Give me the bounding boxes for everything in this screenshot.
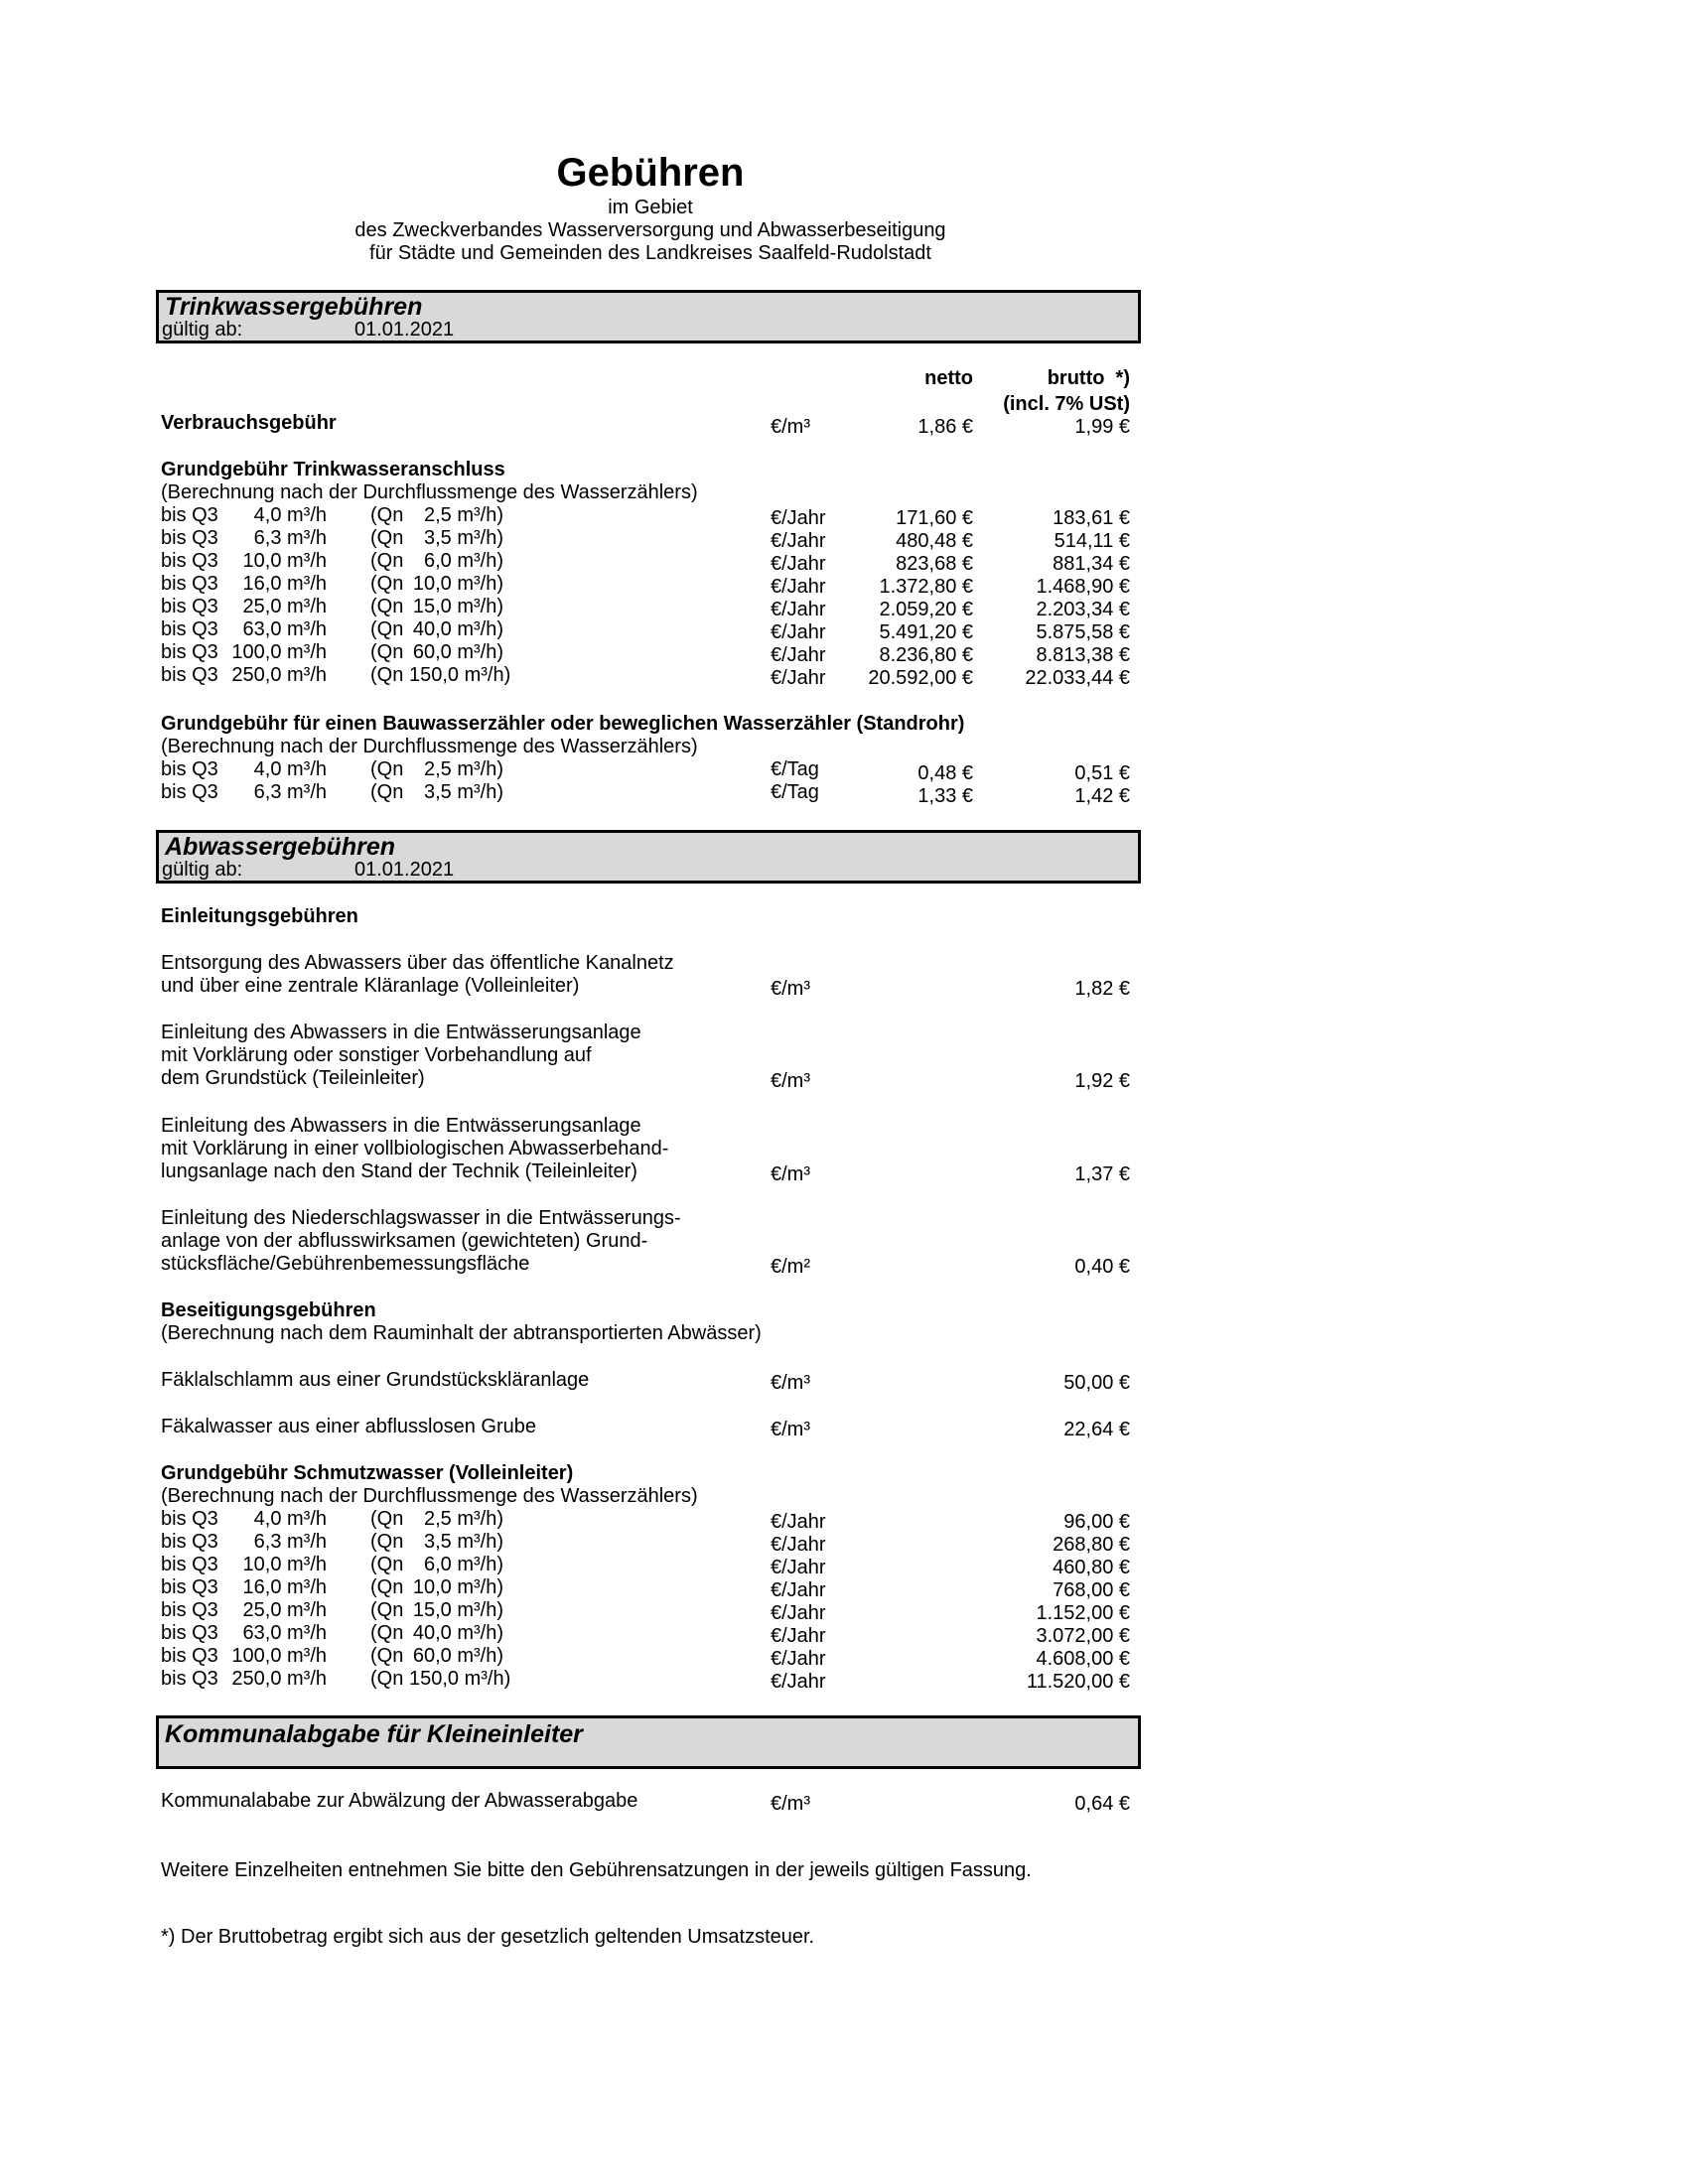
q3-value: 4,0 m³/h bbox=[253, 1508, 327, 1530]
q3-label: bis Q3 bbox=[161, 504, 218, 526]
verbrauch-netto: 1,86 € bbox=[917, 416, 973, 438]
verbrauch-brutto: 1,99 € bbox=[1074, 416, 1130, 438]
q3-value: 100,0 m³/h bbox=[231, 1645, 327, 1667]
item-text-line: mit Vorklärung oder sonstiger Vorbehandlung auf bbox=[161, 1044, 592, 1066]
qn-value: 3,5 m³/h) bbox=[423, 781, 503, 803]
value: 3.072,00 € bbox=[1036, 1625, 1130, 1647]
q3-label: bis Q3 bbox=[161, 664, 218, 686]
qn-value: 2,5 m³/h) bbox=[423, 504, 503, 526]
unit: €/m³ bbox=[771, 1070, 810, 1092]
footer-note-brutto: *) Der Bruttobetrag ergibt sich aus der gesetzlich geltenden Umsatzsteuer. bbox=[161, 1926, 815, 1948]
unit: €/Jahr bbox=[771, 667, 826, 689]
subtitle-line-3: für Städte und Gemeinden des Landkreises Saalfeld-Rudolstadt bbox=[369, 242, 931, 264]
column-header-netto: netto bbox=[924, 367, 973, 389]
q3-value: 63,0 m³/h bbox=[242, 618, 327, 640]
netto-value: 823,68 € bbox=[896, 553, 973, 575]
q3-label: bis Q3 bbox=[161, 781, 218, 803]
value: 96,00 € bbox=[1063, 1511, 1130, 1533]
q3-value: 10,0 m³/h bbox=[242, 1554, 327, 1575]
qn-label: (Qn bbox=[370, 1554, 404, 1575]
qn-value: 60,0 m³/h) bbox=[412, 1645, 503, 1667]
qn-value: 2,5 m³/h) bbox=[423, 1508, 503, 1530]
item-label: Kommunalababe zur Abwälzung der Abwasserabgabe bbox=[161, 1790, 638, 1812]
brutto-value: 22.033,44 € bbox=[1025, 667, 1130, 689]
item-text-line: dem Grundstück (Teileinleiter) bbox=[161, 1067, 425, 1089]
qn-label: (Qn bbox=[370, 1645, 404, 1667]
q3-label: bis Q3 bbox=[161, 1622, 218, 1644]
item-text-line: und über eine zentrale Kläranlage (Volleinleiter) bbox=[161, 975, 580, 997]
q3-value: 250,0 m³/h bbox=[231, 1668, 327, 1690]
unit: €/Jahr bbox=[771, 1625, 826, 1647]
verbrauch-label: Verbrauchsgebühr bbox=[161, 412, 337, 434]
qn-label: (Qn bbox=[370, 758, 404, 780]
beseitigung-title: Beseitigungsgebühren bbox=[161, 1299, 376, 1321]
unit: €/Jahr bbox=[771, 1579, 826, 1601]
brutto-value: 1.468,90 € bbox=[1036, 576, 1130, 598]
unit: €/Jahr bbox=[771, 576, 826, 598]
value: 1.152,00 € bbox=[1036, 1602, 1130, 1624]
schmutz-note: (Berechnung nach der Durchflussmenge des Wasserzählers) bbox=[161, 1485, 698, 1507]
item-text-line: mit Vorklärung in einer vollbiologischen Abwasserbehand- bbox=[161, 1138, 669, 1160]
qn-value: 40,0 m³/h) bbox=[412, 618, 503, 640]
qn-value: 15,0 m³/h) bbox=[412, 596, 503, 617]
qn-label: (Qn bbox=[370, 1622, 404, 1644]
netto-value: 20.592,00 € bbox=[868, 667, 973, 689]
item-text-line: Einleitung des Niederschlagswasser in die Entwässerungs- bbox=[161, 1207, 681, 1229]
unit: €/m³ bbox=[771, 978, 810, 1000]
q3-value: 100,0 m³/h bbox=[231, 641, 327, 663]
q3-value: 6,3 m³/h bbox=[253, 527, 327, 549]
unit: €/Jahr bbox=[771, 530, 826, 552]
q3-value: 10,0 m³/h bbox=[242, 550, 327, 572]
einleitung-title: Einleitungsgebühren bbox=[161, 905, 358, 927]
netto-value: 480,48 € bbox=[896, 530, 973, 552]
item-text-line: anlage von der abflusswirksamen (gewichteten) Grund- bbox=[161, 1230, 648, 1252]
beseitigung-note: (Berechnung nach dem Rauminhalt der abtransportierten Abwässer) bbox=[161, 1322, 762, 1344]
valid-date: 01.01.2021 bbox=[354, 859, 455, 881]
unit: €/m³ bbox=[771, 1372, 810, 1394]
unit: €/Jahr bbox=[771, 1671, 826, 1693]
brutto-value: 5.875,58 € bbox=[1036, 621, 1130, 643]
value: 460,80 € bbox=[1053, 1557, 1130, 1578]
netto-value: 8.236,80 € bbox=[879, 644, 973, 666]
section-box-abwasser bbox=[156, 830, 1141, 884]
qn-value: 6,0 m³/h) bbox=[423, 550, 503, 572]
unit: €/Jahr bbox=[771, 553, 826, 575]
qn-label: (Qn bbox=[370, 596, 404, 617]
unit: €/Jahr bbox=[771, 1557, 826, 1578]
qn-label: (Qn bbox=[370, 527, 404, 549]
q3-value: 16,0 m³/h bbox=[242, 1576, 327, 1598]
qn-label: (Qn bbox=[370, 1576, 404, 1598]
q3-label: bis Q3 bbox=[161, 1576, 218, 1598]
section-box-trinkwasser bbox=[156, 290, 1141, 343]
q3-label: bis Q3 bbox=[161, 758, 218, 780]
value: 4.608,00 € bbox=[1036, 1648, 1130, 1670]
q3-label: bis Q3 bbox=[161, 596, 218, 617]
value: 0,40 € bbox=[1074, 1256, 1130, 1278]
unit: €/m³ bbox=[771, 1163, 810, 1185]
qn-label: (Qn bbox=[370, 573, 404, 595]
schmutz-title: Grundgebühr Schmutzwasser (Volleinleiter) bbox=[161, 1462, 574, 1484]
subtitle-line-2: des Zweckverbandes Wasserversorgung und Abwasserbeseitigung bbox=[354, 219, 946, 241]
valid-label: gültig ab: bbox=[162, 319, 243, 341]
qn-label: (Qn bbox=[370, 1531, 404, 1553]
q3-label: bis Q3 bbox=[161, 641, 218, 663]
q3-label: bis Q3 bbox=[161, 1531, 218, 1553]
unit: €/m³ bbox=[771, 1419, 810, 1440]
section-title-kommunal: Kommunalabgabe für Kleineinleiter bbox=[165, 1720, 583, 1748]
section-box-kommunal bbox=[156, 1715, 1141, 1769]
netto-value: 0,48 € bbox=[917, 762, 973, 784]
unit: €/m³ bbox=[771, 1793, 810, 1815]
section-title-trinkwasser: Trinkwassergebühren bbox=[165, 293, 423, 321]
qn-value: 2,5 m³/h) bbox=[423, 758, 503, 780]
q3-value: 25,0 m³/h bbox=[242, 1599, 327, 1621]
valid-label: gültig ab: bbox=[162, 859, 243, 881]
q3-value: 4,0 m³/h bbox=[253, 504, 327, 526]
unit: €/Jahr bbox=[771, 1648, 826, 1670]
qn-value: 40,0 m³/h) bbox=[412, 1622, 503, 1644]
q3-value: 250,0 m³/h bbox=[231, 664, 327, 686]
unit: €/Jahr bbox=[771, 1511, 826, 1533]
page-title: Gebühren bbox=[556, 151, 745, 195]
value: 0,64 € bbox=[1074, 1793, 1130, 1815]
bau-title: Grundgebühr für einen Bauwasserzähler oder beweglichen Wasserzähler (Standrohr) bbox=[161, 713, 965, 735]
unit: €/Jahr bbox=[771, 644, 826, 666]
value: 1,37 € bbox=[1074, 1163, 1130, 1185]
q3-value: 16,0 m³/h bbox=[242, 573, 327, 595]
verbrauch-unit: €/m³ bbox=[771, 416, 810, 438]
qn-value: 10,0 m³/h) bbox=[412, 1576, 503, 1598]
item-text-line: Einleitung des Abwassers in die Entwässerungsanlage bbox=[161, 1115, 641, 1137]
q3-label: bis Q3 bbox=[161, 1554, 218, 1575]
netto-value: 2.059,20 € bbox=[879, 599, 973, 620]
qn-label: (Qn bbox=[370, 781, 404, 803]
qn-label: (Qn bbox=[370, 550, 404, 572]
grund-title: Grundgebühr Trinkwasseranschluss bbox=[161, 459, 505, 480]
qn-label: (Qn bbox=[370, 664, 404, 686]
q3-label: bis Q3 bbox=[161, 1668, 218, 1690]
brutto-value: 881,34 € bbox=[1053, 553, 1130, 575]
qn-value: 3,5 m³/h) bbox=[423, 527, 503, 549]
q3-value: 6,3 m³/h bbox=[253, 781, 327, 803]
bau-note: (Berechnung nach der Durchflussmenge des Wasserzählers) bbox=[161, 736, 698, 757]
unit: €/m² bbox=[771, 1256, 810, 1278]
qn-value: 6,0 m³/h) bbox=[423, 1554, 503, 1575]
q3-label: bis Q3 bbox=[161, 1508, 218, 1530]
column-header-brutto: brutto *) bbox=[1047, 367, 1130, 389]
item-label: Fäkalwasser aus einer abflusslosen Grube bbox=[161, 1416, 536, 1437]
qn-value: 60,0 m³/h) bbox=[412, 641, 503, 663]
subtitle-line-1: im Gebiet bbox=[608, 197, 693, 218]
unit: €/Jahr bbox=[771, 621, 826, 643]
q3-label: bis Q3 bbox=[161, 1645, 218, 1667]
brutto-value: 1,42 € bbox=[1074, 785, 1130, 807]
value: 50,00 € bbox=[1063, 1372, 1130, 1394]
q3-value: 6,3 m³/h bbox=[253, 1531, 327, 1553]
value: 268,80 € bbox=[1053, 1534, 1130, 1556]
netto-value: 171,60 € bbox=[896, 507, 973, 529]
brutto-value: 514,11 € bbox=[1054, 530, 1130, 552]
value: 1,92 € bbox=[1074, 1070, 1130, 1092]
netto-value: 1,33 € bbox=[917, 785, 973, 807]
unit: €/Jahr bbox=[771, 599, 826, 620]
value: 768,00 € bbox=[1053, 1579, 1130, 1601]
qn-value: 150,0 m³/h) bbox=[409, 664, 511, 686]
qn-label: (Qn bbox=[370, 641, 404, 663]
q3-label: bis Q3 bbox=[161, 527, 218, 549]
qn-label: (Qn bbox=[370, 618, 404, 640]
unit: €/Jahr bbox=[771, 507, 826, 529]
qn-value: 15,0 m³/h) bbox=[412, 1599, 503, 1621]
item-text-line: Einleitung des Abwassers in die Entwässerungsanlage bbox=[161, 1022, 641, 1043]
qn-value: 150,0 m³/h) bbox=[409, 1668, 511, 1690]
value: 1,82 € bbox=[1074, 978, 1130, 1000]
q3-label: bis Q3 bbox=[161, 1599, 218, 1621]
q3-label: bis Q3 bbox=[161, 573, 218, 595]
item-text-line: Entsorgung des Abwassers über das öffentliche Kanalnetz bbox=[161, 952, 674, 974]
qn-value: 10,0 m³/h) bbox=[412, 573, 503, 595]
valid-date: 01.01.2021 bbox=[354, 319, 455, 341]
unit: €/Tag bbox=[771, 758, 819, 780]
q3-label: bis Q3 bbox=[161, 550, 218, 572]
grund-note: (Berechnung nach der Durchflussmenge des Wasserzählers) bbox=[161, 481, 698, 503]
netto-value: 5.491,20 € bbox=[879, 621, 973, 643]
column-header-brutto-note: (incl. 7% USt) bbox=[1003, 393, 1130, 415]
qn-label: (Qn bbox=[370, 1668, 404, 1690]
qn-label: (Qn bbox=[370, 1508, 404, 1530]
q3-value: 25,0 m³/h bbox=[242, 596, 327, 617]
value: 22,64 € bbox=[1063, 1419, 1130, 1440]
qn-label: (Qn bbox=[370, 504, 404, 526]
item-label: Fäklalschlamm aus einer Grundstückskläranlage bbox=[161, 1369, 590, 1391]
brutto-value: 2.203,34 € bbox=[1036, 599, 1130, 620]
item-text-line: lungsanlage nach den Stand der Technik (Teileinleiter) bbox=[161, 1160, 637, 1182]
unit: €/Jahr bbox=[771, 1602, 826, 1624]
brutto-value: 183,61 € bbox=[1053, 507, 1130, 529]
unit: €/Jahr bbox=[771, 1534, 826, 1556]
qn-label: (Qn bbox=[370, 1599, 404, 1621]
brutto-value: 0,51 € bbox=[1074, 762, 1130, 784]
unit: €/Tag bbox=[771, 781, 819, 803]
section-title-abwasser: Abwassergebühren bbox=[165, 833, 396, 861]
q3-label: bis Q3 bbox=[161, 618, 218, 640]
qn-value: 3,5 m³/h) bbox=[423, 1531, 503, 1553]
value: 11.520,00 € bbox=[1026, 1671, 1130, 1693]
brutto-value: 8.813,38 € bbox=[1036, 644, 1130, 666]
q3-value: 63,0 m³/h bbox=[242, 1622, 327, 1644]
netto-value: 1.372,80 € bbox=[879, 576, 973, 598]
footer-note-details: Weitere Einzelheiten entnehmen Sie bitte den Gebührensatzungen in der jeweils gültigen Fassung. bbox=[161, 1859, 1032, 1881]
item-text-line: stücksfläche/Gebührenbemessungsfläche bbox=[161, 1253, 530, 1275]
q3-value: 4,0 m³/h bbox=[253, 758, 327, 780]
